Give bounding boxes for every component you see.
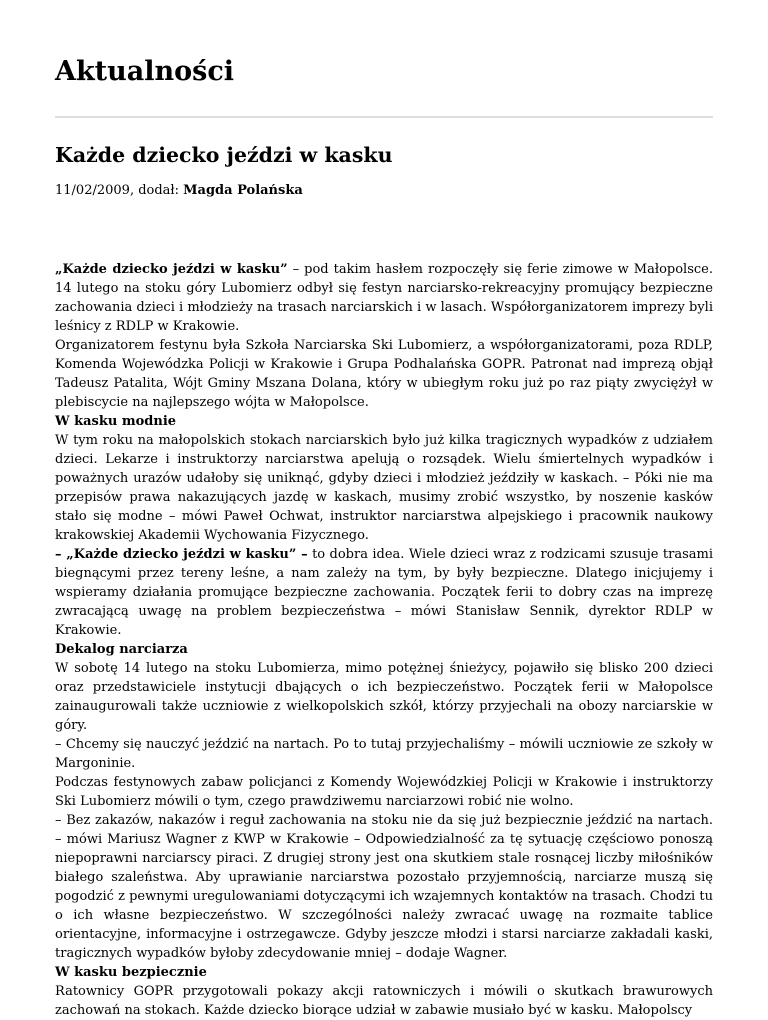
article-date: 11/02/2009: [55, 183, 130, 198]
paragraph: Podczas festynowych zabaw policjanci z Komendy Wojewódzkiej Policji w Krakowie i instruktorzy Ski Lubomierz mówili o tym, czego prawdziwemu narciarzowi robić nie wolno.: [55, 775, 713, 809]
article-meta: [55, 180, 303, 202]
quote-text: to dobra idea. Wiele dzieci wraz z rodzicami szusuje trasami biegnącymi przez tereny leśne, a nam zależy na tym, by były bezpieczne. Dlatego inicjujemy i wspieramy działania promujące bezpieczne zachowania. Początek ferii to dobry czas na imprezę zwracającą uwagę na problem bezpieczeństwa – mówi Stanisław Sennik, dyrektor RDLP w Krakowie.: [55, 547, 713, 638]
article-title[interactable]: Każde dziecko jeździ w kasku: [55, 143, 393, 167]
section-heading-w-kasku-modnie: W kasku modnie: [55, 414, 177, 429]
paragraph: W sobotę 14 lutego na stoku Lubomierza, mimo potężnej śnieżycy, pojawiło się blisko 200 dzieci oraz przedstawiciele instytucji dbających o ich bezpieczeństwo. Początek ferii w Małopolsce zainaugurowali także uczniowie z wielkopolskich szkół, którzy przyjechali na obozy narciarskie w góry.: [55, 661, 713, 733]
page-title: Aktualności: [55, 56, 235, 87]
paragraph: Organizatorem festynu była Szkoła Narciarska Ski Lubomierz, a współorganizatorami, poza RDLP, Komenda Wojewódzka Policji w Krakowie i Grupa Podhalańska GOPR. Patronat nad imprezą objął Tadeusz Patalita, Wójt Gminy Mszana Dolana, który w ubiegłym roku już po raz piąty zwyciężył w plebiscycie na najlepszego wójta w Małopolsce.: [55, 338, 713, 410]
paragraph-lead: [55, 260, 713, 336]
divider: [55, 116, 713, 118]
article-body: [55, 260, 713, 1020]
quote-slogan: – „Każde dziecko jeździ w kasku” –: [55, 547, 308, 562]
section-heading-w-kasku-bezpiecznie: W kasku bezpiecznie: [55, 965, 207, 980]
paragraph: Ratownicy GOPR przygotowali pokazy akcji ratowniczych i mówili o skutkach brawurowych zachowań na stokach. Każde dziecko biorące udział w zabawie musiało być w kasku. Małopolscy: [55, 984, 713, 1018]
section-heading-dekalog-narciarza: Dekalog narciarza: [55, 642, 188, 657]
paragraph: – Chcemy się nauczyć jeździć na nartach. Po to tutaj przyjechaliśmy – mówili uczniowie ze szkoły w Margoninie.: [55, 737, 713, 771]
article-author[interactable]: Magda Polańska: [183, 183, 303, 198]
lead-text: – pod takim hasłem rozpoczęły się ferie zimowe w Małopolsce. 14 lutego na stoku góry Lubomierz odbył się festyn narciarsko-rekreacyjny promujący bezpieczne zachowania dzieci i młodzieży na trasach narciarskich i w lasach. Współorganizatorem imprezy byli leśnicy z RDLP w Krakowie.: [55, 262, 713, 334]
lead-slogan: „Każde dziecko jeździ w kasku”: [55, 262, 288, 277]
added-by-label: , dodał:: [129, 183, 184, 198]
paragraph: W tym roku na małopolskich stokach narciarskich było już kilka tragicznych wypadków z udziałem dzieci. Lekarze i instruktorzy narciarstwa apelują o rozsądek. Wielu śmiertelnych wypadków i poważnych urazów udałoby się uniknąć, gdyby dzieci i młodzież jeździły w kaskach. – Póki nie ma przepisów prawa nakazujących jazdę w kaskach, musimy zrobić wszystko, by noszenie kasków stało się modne – mówi Paweł Ochwat, instruktor narciarstwa alpejskiego i pracownik naukowy krakowskiej Akademii Wychowania Fizycznego.: [55, 433, 713, 543]
paragraph: [55, 545, 713, 640]
paragraph: – Bez zakazów, nakazów i reguł zachowania na stoku nie da się już bezpiecznie jeździć na nartach. – mówi Mariusz Wagner z KWP w Krakowie – Odpowiedzialność za tę sytuację częściowo ponoszą niepoprawni narciarscy piraci. Z drugiej strony jest ona skutkiem stale rosnącej liczby miłośników białego szaleństwa. Aby uprawianie narciarstwa pozostało przyjemnością, narciarze muszą się pogodzić z pewnymi uregulowaniami dotyczącymi ich wzajemnych kontaktów na trasach. Chodzi tu o ich własne bezpieczeństwo. W szczególności należy zwracać uwagę na rozmaite tablice orientacyjne, informacyjne i ostrzegawcze. Gdyby jeszcze młodzi i starsi narciarze zakładali kaski, tragicznych wypadków byłoby zdecydowanie mniej – dodaje Wagner.: [55, 813, 713, 961]
